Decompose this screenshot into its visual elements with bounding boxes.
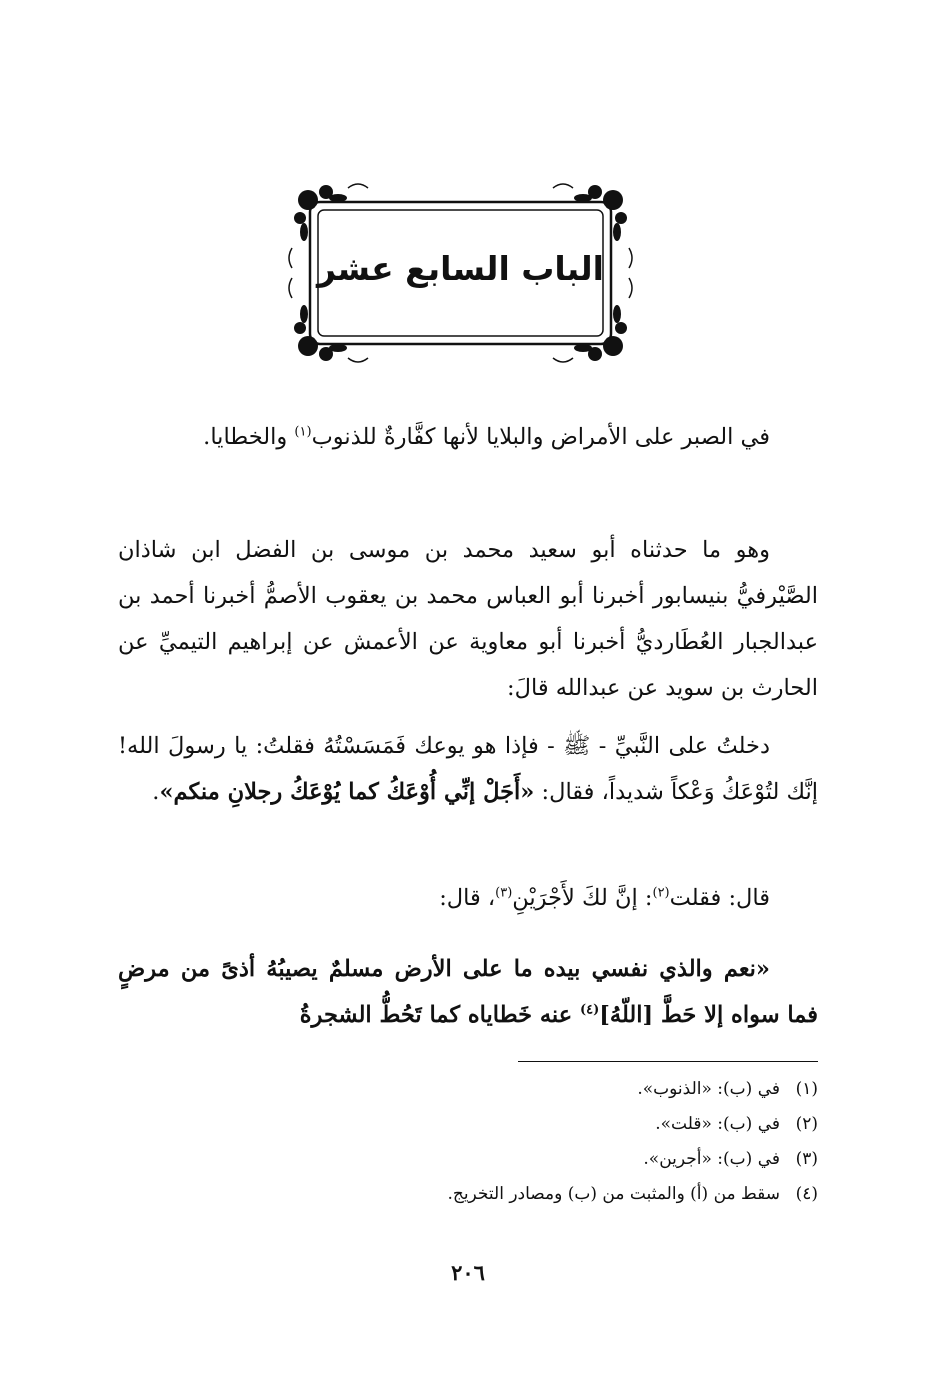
footnote-item [118,1072,818,1107]
footnote-number: (١) [795,1079,818,1099]
said-text-a: قال: فقلت [669,885,770,911]
page-number: ٢٠٦ [451,1260,485,1285]
chapter-title: الباب السابع عشر [317,249,604,288]
intro-text: في الصبر على الأمراض والبلايا لأنها كفَّارةٌ للذنوب [311,424,770,450]
hadith-1-end: . [152,779,160,805]
footnote-ref-1: (١) [294,424,312,440]
footnote-text: في (ب): «الذنوب». [637,1079,780,1099]
footnote-text: في (ب): «أجرين». [643,1149,780,1169]
footnote-item [118,1107,818,1142]
said-text-b: : إنَّ لكَ لأَجْرَيْنِ [512,885,653,911]
footnote-item [118,1142,818,1177]
chapter-title-frame [288,178,633,368]
footnote-number: (٢) [795,1114,818,1134]
hadith-2-text-a: «نعم والذي نفسي بيده ما على الأرض مسلمٌ يصيبُهُ أذىً من مرضٍ فما سواه إلا حَطَّ [اللّهُ] [118,956,818,1028]
hadith-1-quote: «أَجَلْ إنِّي أُوْعَكُ كما يُوْعَكُ رجلانِ منكم» [159,779,535,805]
hadith-2-text-b: عنه خَطاياه كما تَحُطُّ الشجرةُ [299,1002,580,1028]
footnote-divider [518,1061,818,1062]
footnote-number: (٣) [795,1149,818,1169]
intro-text-end: والخطايا. [203,424,288,450]
said-paragraph [118,875,818,921]
footnotes [118,1072,818,1212]
footnote-number: (٤) [795,1184,818,1204]
footnote-text: سقط من (أ) والمثبت من (ب) ومصادر التخريج. [447,1184,780,1204]
footnote-item [118,1177,818,1212]
said-text-c: ، قال: [439,885,496,911]
footnote-ref-2: (٢) [652,885,670,901]
intro-paragraph [118,414,818,460]
footnote-ref-3: (٣) [495,885,513,901]
footnote-ref-4: (٤) [579,1002,600,1018]
hadith-paragraph-2 [118,946,818,1038]
hadith-1-text: دخلتُ على النَّبيِّ - ﷺ - فإذا هو يوعك فَمَسَسْتُهُ فقلتُ: يا رسولَ الله! إنَّك لتُوْعَكُ وَعْكاً شديداً، فقال: [118,733,818,805]
isnad-paragraph: وهو ما حدثناه أبو سعيد محمد بن موسى بن الفضل ابن شاذان الصَّيْرفيُّ بنيسابور أخبرنا أبو العباس محمد بن يعقوب الأصمُّ أخبرنا أحمد بن عبدالجبار العُطَارديُّ أخبرنا أبو معاوية عن الأعمش عن إبراهيم التيميِّ عن الحارث بن سويد عن عبدالله قالَ: [118,537,818,701]
footnote-text: في (ب): «قلت». [655,1114,780,1134]
hadith-paragraph-1 [118,723,818,815]
book-page [118,0,818,1376]
